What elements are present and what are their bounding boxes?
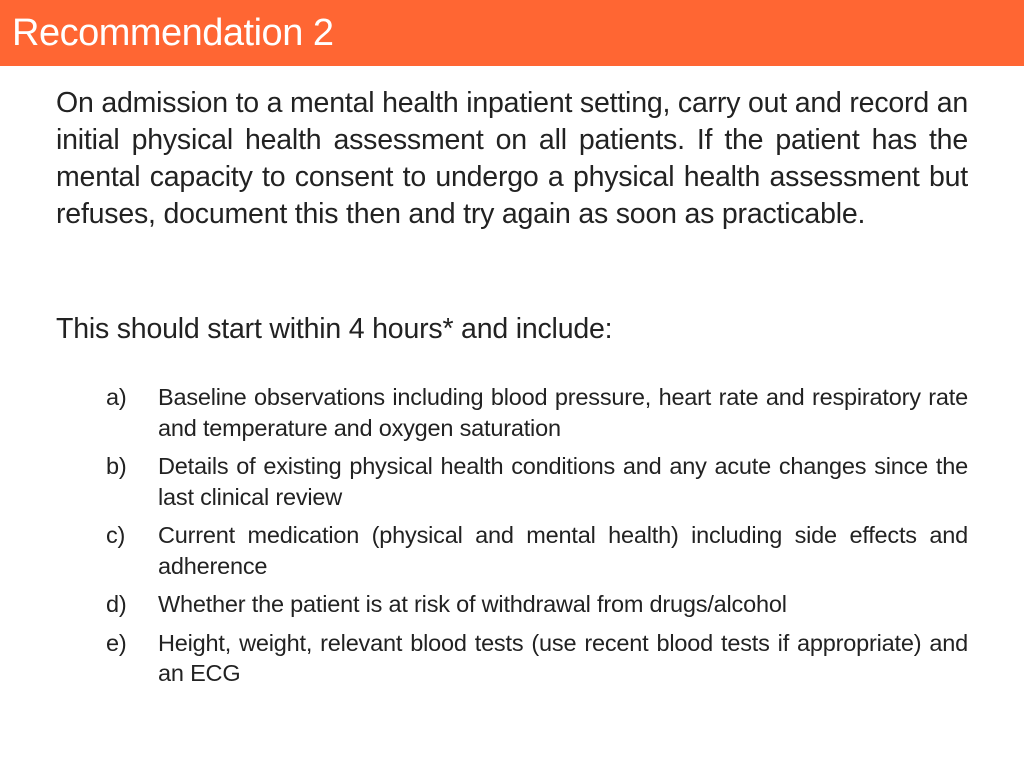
intro-paragraph: On admission to a mental health inpatient setting, carry out and record an initial physical health assessment on all patients. If the patient has the mental capacity to consent to undergo a physical health assessment but refuses, document this then and try again as soon as practicable. [56,87,968,230]
lead-paragraph: This should start within 4 hours* and include: [56,313,613,345]
slide-title: Recommendation 2 [12,12,334,54]
list-item-text: Details of existing physical health conditions and any acute changes since the last clinical review [158,453,968,510]
list-marker: d) [106,591,127,617]
list-item-text: Baseline observations including blood pressure, heart rate and respiratory rate and temperature and oxygen saturation [158,384,968,441]
list-item [106,451,968,512]
list-marker: c) [106,522,126,548]
list-item-text: Current medication (physical and mental health) including side effects and adherence [158,522,968,579]
list-item [106,382,968,443]
list-item [106,520,968,581]
list-item-text: Height, weight, relevant blood tests (use recent blood tests if appropriate) and an ECG [158,629,968,686]
list-item [106,589,968,620]
list-marker: e) [106,629,127,656]
list-marker: b) [106,453,127,479]
list-item-text: Whether the patient is at risk of withdrawal from drugs/alcohol [158,591,787,617]
title-bar [0,0,1024,66]
list-marker: a) [106,384,127,410]
list-item [106,628,968,689]
assessment-list [106,382,968,697]
